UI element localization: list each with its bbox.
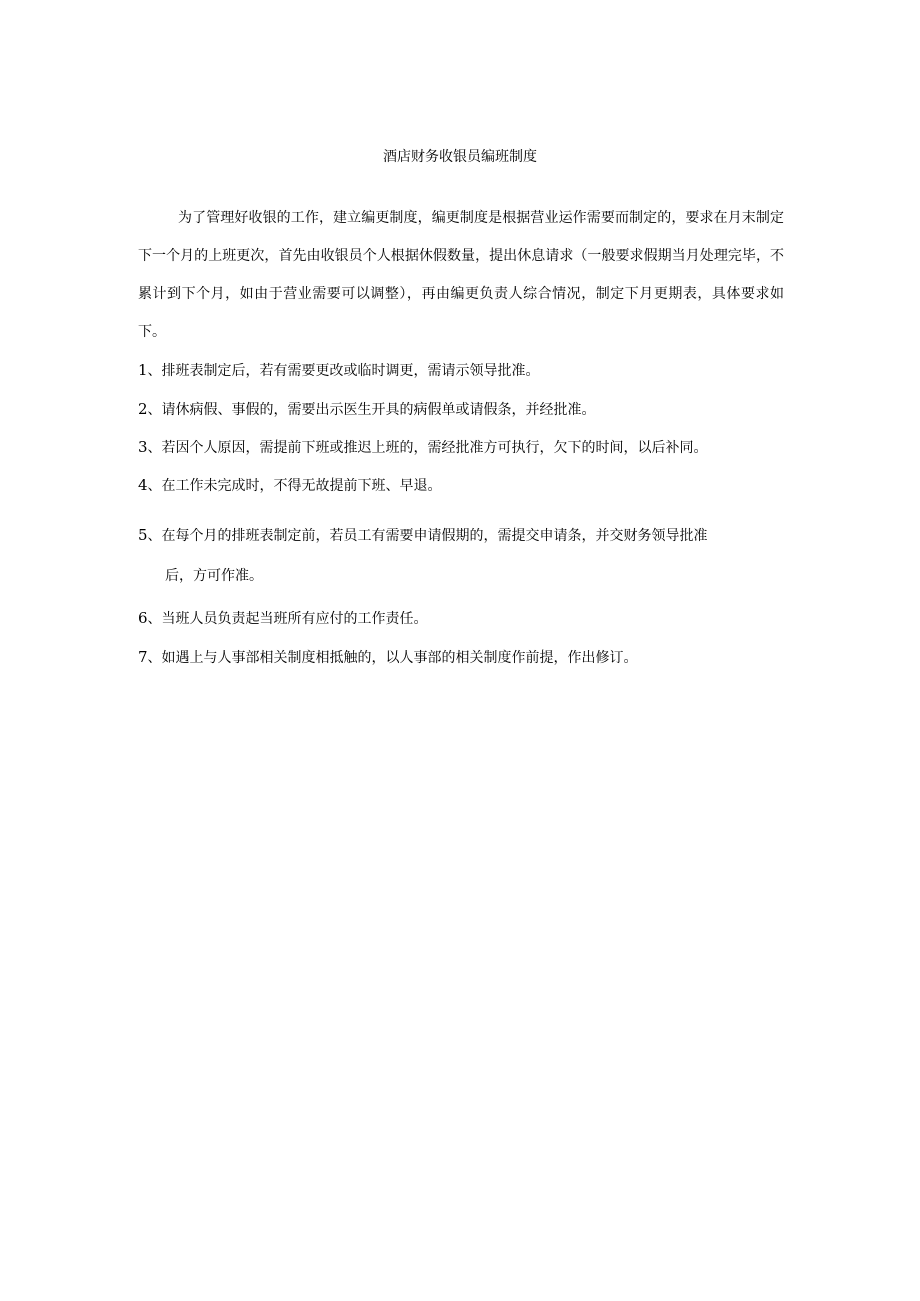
rule-number: 4 xyxy=(138,476,148,494)
rule-item-4 xyxy=(138,475,798,496)
rule-number: 5 xyxy=(138,526,148,544)
rule-number: 7 xyxy=(138,648,148,666)
rule-text: 、请休病假、事假的，需要出示医生开具的病假单或请假条，并经批准。 xyxy=(147,402,596,418)
rule-text: 、排班表制定后，若有需要更改或临时调更，需请示领导批准。 xyxy=(147,363,540,379)
rule-number: 6 xyxy=(138,609,148,627)
intro-paragraph: 为了管理好收银的工作，建立编更制度，编更制度是根据营业运作需要而制定的，要求在月末制定下一个月的上班更次，首先由收银员个人根据休假数量，提出休息请求（一般要求假期当月处理完毕，不累计到下个月，如由于营业需要可以调整），再由编更负责人综合情况，制定下月更期表，具体要求如下。 xyxy=(138,210,784,340)
rule-item-2 xyxy=(138,399,798,420)
rule-item-7 xyxy=(138,647,798,668)
rule-item-5-continuation: 后，方可作准。 xyxy=(165,568,263,584)
rule-text: 、在每个月的排班表制定前，若员工有需要申请假期的，需提交申请条，并交财务领导批准 xyxy=(147,528,708,544)
rule-text: 、当班人员负责起当班所有应付的工作责任。 xyxy=(147,611,428,627)
rule-number: 2 xyxy=(138,400,148,418)
rule-item-3 xyxy=(138,437,798,458)
document-title: 酒店财务收银员编班制度 xyxy=(383,149,537,165)
rule-number: 1 xyxy=(138,361,148,379)
rule-item-6 xyxy=(138,608,798,629)
rule-text: 、如遇上与人事部相关制度相抵触的，以人事部的相关制度作前提，作出修订。 xyxy=(147,650,638,666)
rule-number: 3 xyxy=(138,438,148,456)
rule-text: 、在工作未完成时，不得无故提前下班、早退。 xyxy=(147,478,442,494)
rule-text: 、若因个人原因，需提前下班或推迟上班的，需经批准方可执行，欠下的时间，以后补同。 xyxy=(147,440,708,456)
rule-item-1 xyxy=(138,360,798,381)
rule-item-5 xyxy=(138,525,798,546)
